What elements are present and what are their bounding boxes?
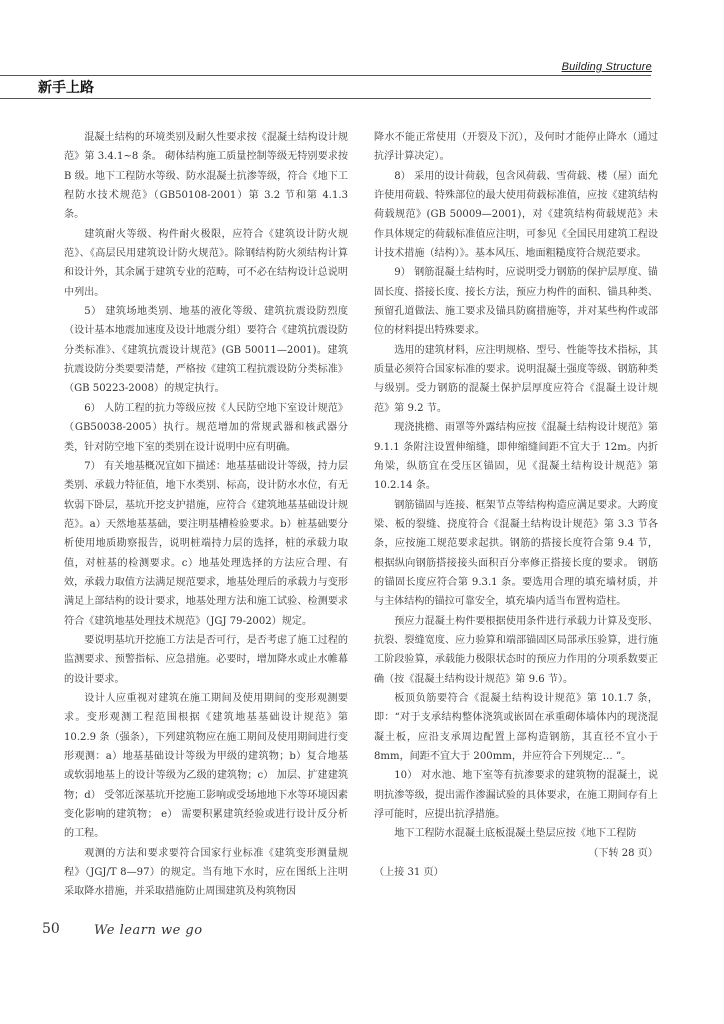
paragraph: 8） 采用的设计荷载，包含风荷载、雪荷载、楼（屋）面允许使用荷载、特殊部位的最大使用荷载标准值，应按《建筑结构荷载规范》(GB 50009—2001)，对《建筑结构荷载规范》未作具体规定的荷载标准值应注明，可参见《全国民用建筑工程设计技术措施（结构）》。基本风压、地面粗糙度符合规范要求。 <box>374 170 658 260</box>
paragraph: 建筑耐火等级、构件耐火极限，应符合《建筑设计防火规范》、《高层民用建筑设计防火规范》。除钢结构防火须结构计算和设计外，其余属于建筑专业的范畴，可不必在结构设计总说明中列出。 <box>64 228 348 298</box>
header-rule-top <box>0 75 651 76</box>
paragraph: 5） 建筑场地类别、地基的液化等级、建筑抗震设防烈度（设计基本地震加速度及设计地震分组）要符合《建筑抗震设防分类标准》、《建筑抗震设计规范》(GB 50011—2001)。建筑抗震设防分类要要清楚，严格按《建筑工程抗震设防分类标准》（GB 50223-2008）的规定执行。 <box>64 306 348 395</box>
paragraph: 选用的建筑材料，应注明规格、型号、性能等技术指标，其质量必须符合国家标准的要求。说明混凝土强度等级、钢筋种类与级别。受力钢筋的混凝土保护层厚度应符合《混凝土设计规范》第 9.2 节。 <box>374 344 658 414</box>
left-column <box>64 128 348 902</box>
paragraph: 地下工程防水混凝土底板混凝土垫层应按《地下工程防 <box>394 828 637 840</box>
paragraph: 混凝土结构的环境类别及耐久性要求按《混凝土结构设计规范》第 3.4.1~8 条。 砌体结构施工质量控制等级无特别要求按 B 级。地下工程防水等级、防水混凝土抗渗等级，符合《地下工程防水技术规范》（GB50108-2001）第 3.2 节和第 4.1.3 条。 <box>64 132 348 221</box>
paragraph: 钢筋锚固与连接、框架节点等结构构造应满足要求。大跨度梁、板的裂缝、挠度符合《混凝土结构设计规范》第 3.3 节各条，应按施工规范要求起拱。钢筋的搭接长度符合第 9.4 节，根据纵向钢筋搭接接头面积百分率修正搭接长度的要求。 钢筋的锚固长度应符合第 9.3.1 条。要选用合理的填充墙材质，并与主体结构的锚拉可靠安全，填充墙内适当布置构造柱。 <box>374 499 658 608</box>
paragraph: 要说明基坑开挖施工方法是否可行，是否考虑了施工过程的监测要求、预警指标、应急措施。必要时，增加降水或止水帷幕的设计要求。 <box>64 634 348 685</box>
continued-note: （下转 28 页） <box>588 847 658 859</box>
footer-tagline: We learn we go <box>94 923 203 938</box>
right-column <box>374 128 658 882</box>
page-number: 50 <box>42 921 60 937</box>
section-title: 新手上路 <box>38 80 94 96</box>
paragraph: 6） 人防工程的抗力等级应按《人民防空地下室设计规范》（GB50038-2005）执行。规范增加的常规武器和核武器分类，针对防空地下室的类别在设计说明中应有明确。 <box>64 402 348 453</box>
paragraph: 10） 对水池、地下室等有抗渗要求的建筑物的混凝土，说明抗渗等级，提出需作渗漏试验的具体要求，在施工期间存有上浮可能时，应提出抗浮措施。 <box>374 770 658 821</box>
paragraph: 预应力混凝土构件要根据使用条件进行承载力计算及变形、抗裂、裂缝宽度、应力验算和端部锚固区局部承压验算，进行施工阶段验算，承载能力极限状态时的预应力作用的分项系数要正确（按《混凝土结构设计规范》第 9.6 节）。 <box>374 615 658 685</box>
paragraph: 观测的方法和要求要符合国家行业标准《建筑变形测量规程》（JGJ/T 8—97）的规定。当有地下水时，应在图纸上注明采取降水措施，并采取措施防止周围建筑及构筑物因 <box>64 847 348 898</box>
paragraph: 9） 钢筋混凝土结构时，应说明受力钢筋的保护层厚度、锚固长度、搭接长度、接长方法，预应力构件的面积、锚具种类、预留孔道做法、施工要求及锚具防腐措施等，并对某些构件或部位的材料提出特殊要求。 <box>374 267 658 337</box>
paragraph: 降水不能正常使用（开裂及下沉），及何时才能停止降水（通过抗浮计算决定）。 <box>374 132 658 163</box>
paragraph: 设计人应重视对建筑在施工期间及使用期间的变形观测要求。变形观测工程范围根据《建筑地基基础设计规范》第 10.2.9 条（强条），下列建筑物应在施工期间及使用期间进行变形观测：a）地基基础设计等级为甲级的建筑物；b）复合地基或软弱地基上的设计等级为乙级的建筑物；c） 加层、扩建建筑物；d） 受邻近深基坑开挖施工影响或受场地地下水等环境因素变化影响的建筑物； e） 需要积累建筑经验或进行设计反分析的工程。 <box>64 692 348 840</box>
paragraph: 现浇挑檐、雨罩等外露结构应按《混凝土结构设计规范》第 9.1.1 条附注设置伸缩缝，即伸缩缝间距不宜大于 12m。内折角梁，纵筋宜在受压区锚固，见《混凝土结构设计规范》第 10.2.14 条。 <box>374 422 658 492</box>
paragraph: 板顶负筋要符合《混凝土结构设计规范》第 10.1.7 条，即：“对于支承结构整体浇筑或嵌固在承重砌体墙体内的现浇混凝土板，应沿支承周边配置上部构造钢筋，其直径不宜小于 8mm，间距不宜大于 200mm，并应符合下列规定… ”。 <box>374 692 658 762</box>
journal-title: Building Structure <box>561 61 652 73</box>
header-rule-bottom <box>0 98 651 99</box>
paragraph: 7） 有关地基概况宜如下描述：地基基础设计等级，持力层类别、承载力特征值，地下水类别、标高，设计防水水位，有无软弱下卧层，基坑开挖支护措施，应符合《建筑地基基础设计规范》。a）天然地基基础，要注明基槽检验要求。b）桩基础要分析使用地质勘察报告，说明桩端持力层的选择，桩的承载力取值，对桩基的检测要求。c）地基处理选择的方法应合理、有效，承载力取值方法满足规范要求，地基处理后的承载力与变形满足上部结构的设计要求，地基处理方法和施工试验、检测要求符合《建筑地基处理技术规范》（JGJ 79-2002）规定。 <box>64 460 348 627</box>
from-previous-note: （上接 31 页） <box>374 867 444 879</box>
